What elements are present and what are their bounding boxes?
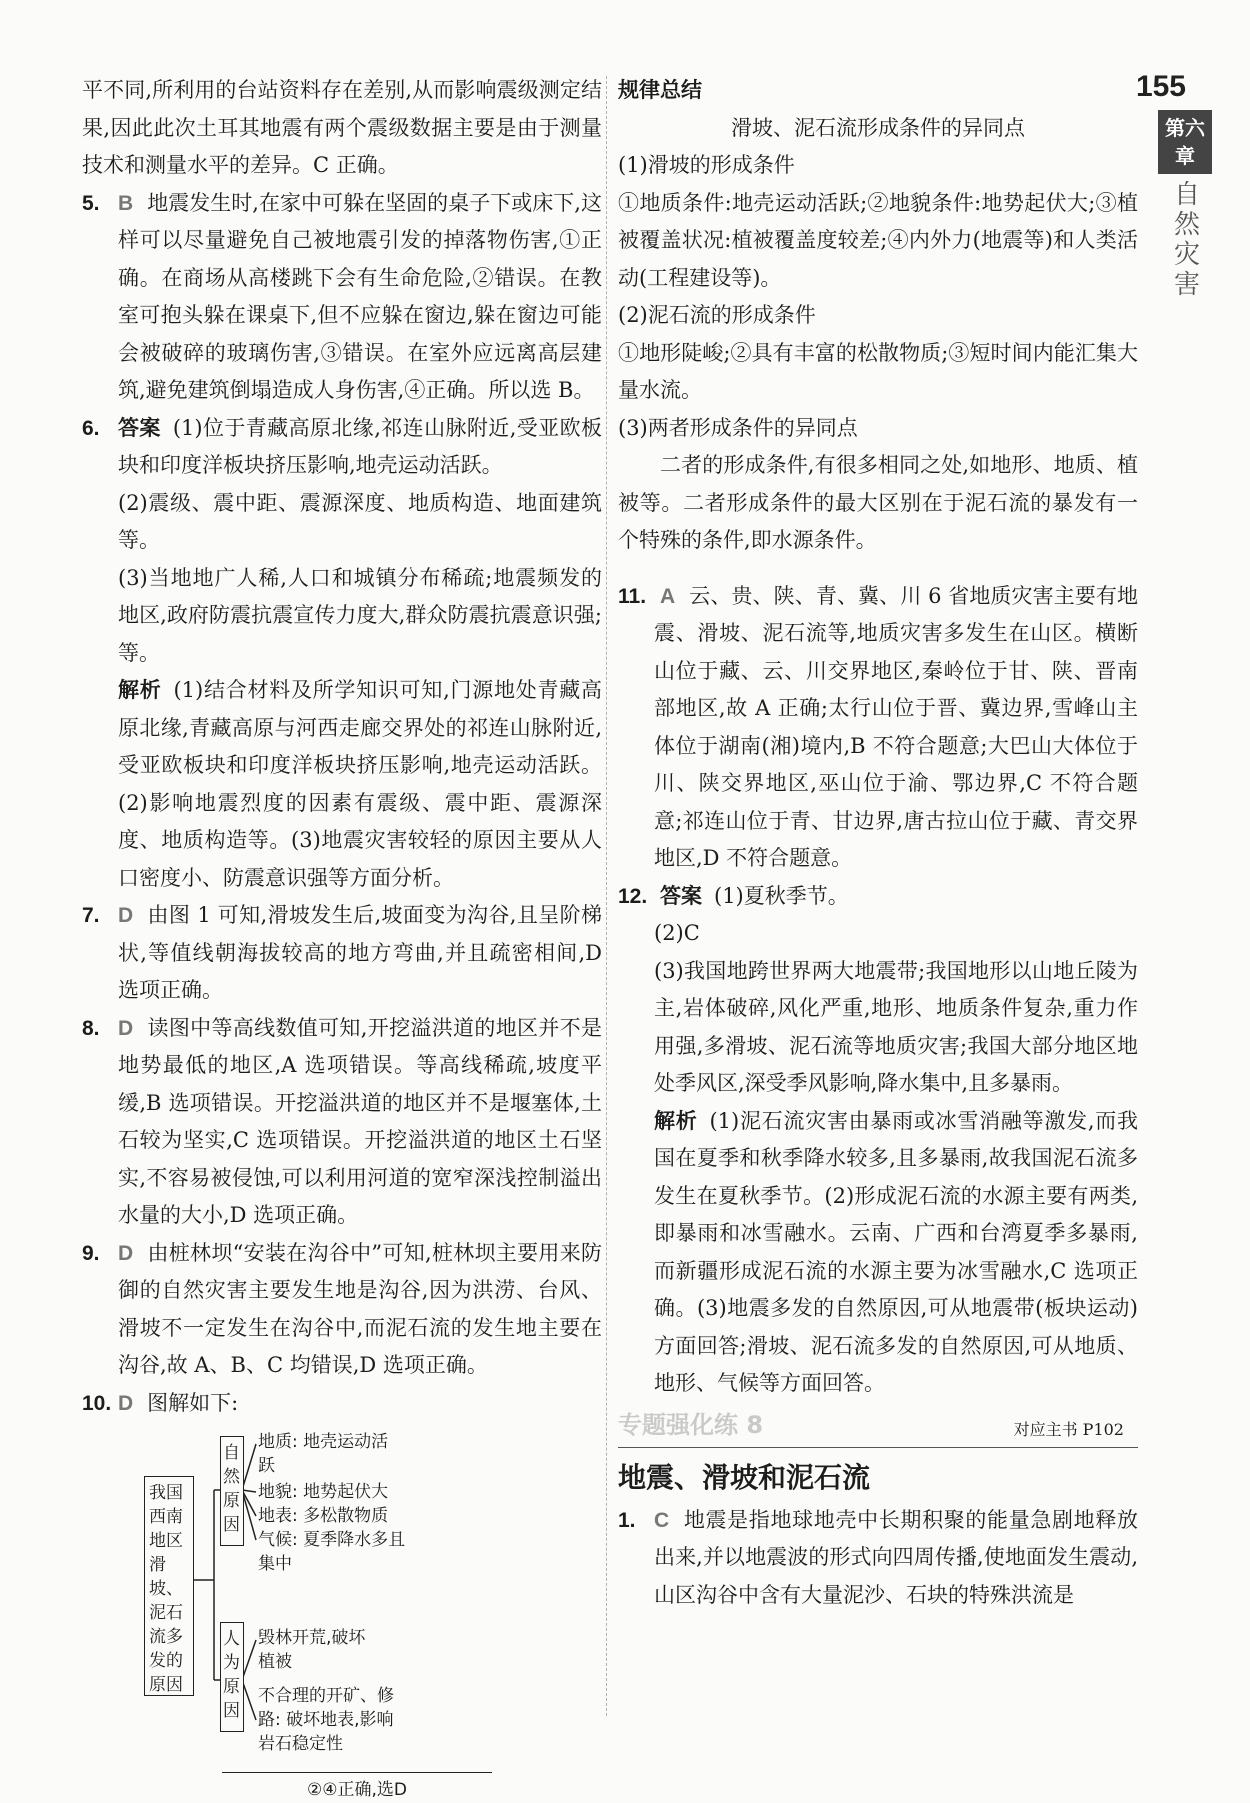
section-question-1	[618, 1502, 1138, 1615]
summary-heading: 规律总结	[618, 78, 702, 102]
answer-part-2: (2)震级、震中距、震源深度、地质构造、地面建筑等。	[118, 490, 602, 552]
explanation-text: 图解如下:	[147, 1390, 239, 1415]
natural-surface: 地表: 多松散物质	[258, 1506, 389, 1526]
answer-letter: D	[118, 1241, 134, 1265]
question-number: 10.	[82, 1391, 112, 1415]
summary-1-body: ①地质条件:地壳运动活跃;②地貌条件:地势起伏大;③植被覆盖状况:植被覆盖度较差;④内外力(地震等)和人类活动(工程建设等)。	[618, 190, 1138, 290]
summary-title: 滑坡、泥石流形成条件的异同点	[731, 115, 1025, 140]
answer-part-1: (1)夏秋季节。	[714, 883, 849, 908]
question-6	[82, 410, 602, 898]
summary-2-heading: (2)泥石流的形成条件	[618, 303, 816, 327]
question-7	[82, 897, 602, 1010]
explanation-text: 地震是指地球地壳中长期积聚的能量急剧地释放出来,并以地震波的形式向四周传播,使地面发生震动,山区沟谷中含有大量泥沙、石块的特殊洪流是	[654, 1507, 1138, 1607]
answer-part-2: (2)C	[654, 921, 700, 945]
main-cause-text: 我国西南地区滑坡、泥石流多发的原因	[149, 1483, 183, 1695]
human-deforestation: 毁林开荒,破坏植被	[258, 1628, 366, 1672]
answer-part-3: (3)当地地广人稀,人口和城镇分布稀疏;地震频发的地区,政府防震抗震宣传力度大,群众防震抗震意识强;等。	[118, 565, 602, 665]
answer-letter: D	[118, 904, 134, 927]
question-number: 5.	[82, 191, 100, 215]
chapter-subtitle: 自然灾害	[1173, 180, 1200, 300]
answer-tag: 答案	[118, 415, 161, 440]
explanation-text: 由桩林坝“安装在沟谷中”可知,桩林坝主要用来防御的自然灾害主要发生地是沟谷,因为洪涝、台风、滑坡不一定发生在沟谷中,而泥石流的发生地主要在沟谷,故 A、B、C 均错误,D 选项正确。	[118, 1240, 602, 1377]
explanation-text: 由图 1 可知,滑坡发生后,坡面变为沟谷,且呈阶梯状,等值线朝海拔较高的地方弯曲,并且疏密相间,D 选项正确。	[118, 903, 602, 1002]
analysis-tag: 解析	[654, 1108, 698, 1133]
question-10	[82, 1385, 602, 1423]
section-strip	[618, 1407, 1138, 1448]
question-number: 9.	[82, 1241, 100, 1265]
human-cause-box	[220, 1622, 244, 1732]
left-column	[82, 72, 602, 1803]
analysis-text: (1)结合材料及所学知识可知,门源地处青藏高原北缘,青藏高原与河西走廊交界处的祁连山脉附近,受亚欧板块和印度洋板块挤压影响,地壳运动活跃。(2)影响地震烈度的因素有震级、震中距、震源深度、地质构造等。(3)地震灾害较轻的原因主要从人口密度小、防震意识强等方面分析。	[118, 678, 602, 890]
question-number: 1.	[618, 1508, 636, 1532]
question-number: 11.	[618, 584, 647, 608]
question-12	[618, 878, 1138, 1403]
answer-part-1: (1)位于青藏高原北缘,祁连山脉附近,受亚欧板块和印度洋板块挤压影响,地壳运动活跃。	[118, 415, 602, 477]
question-11	[618, 578, 1138, 878]
summary-1-heading: (1)滑坡的形成条件	[618, 153, 795, 177]
analysis-text: (1)泥石流灾害由暴雨或冰雪消融等激发,而我国在夏季和秋季降水较多,且多暴雨,故我国泥石流多发生在夏秋季节。(2)形成泥石流的水源主要有两类,即暴雨和冰雪融水。云南、广西和台湾夏季多暴雨,而新疆形成泥石流的水源主要为冰雪融水,C 选项正确。(3)地震多发的自然原因,可从地震带(板块运动)方面回答;滑坡、泥石流多发的自然原因,可从地质、地形、气候等方面回答。	[654, 1108, 1138, 1395]
diagram-caption: ②④正确,选D	[222, 1772, 492, 1803]
chapter-tab: 第六章	[1158, 110, 1212, 174]
section-strip-title: 专题强化练 8	[618, 1410, 764, 1439]
summary-3-heading: (3)两者形成条件的异同点	[618, 415, 858, 440]
main-cause-box	[144, 1476, 194, 1696]
natural-cause-text: 自然原因	[223, 1443, 240, 1535]
paragraph-continued: 平不同,所利用的台站资料存在差别,从而影响震级测定结果,因此此次土耳其地震有两个震级数据主要是由于测量技术和测量水平的差异。C 正确。	[82, 78, 602, 177]
question-8	[82, 1010, 602, 1235]
answer-letter: B	[118, 191, 134, 215]
human-mining: 不合理的开矿、修路: 破坏地表,影响岩石稳定性	[258, 1686, 394, 1754]
human-cause-text: 人为原因	[223, 1629, 240, 1721]
summary-2-body: ①地形陡峻;②具有丰富的松散物质;③短时间内能汇集大量水流。	[618, 340, 1138, 402]
question-number: 12.	[618, 884, 648, 908]
natural-climate: 气候: 夏季降水多且集中	[258, 1530, 406, 1574]
explanation-text: 读图中等高线数值可知,开挖溢洪道的地区并不是地势最低的地区,A 选项错误。等高线稀疏,坡度平缓,B 选项错误。开挖溢洪道的地区并不是堰塞体,土石较为坚实,C 选项错误。开挖溢洪道的地区土石坚实,不容易被侵蚀,可以利用河道的宽窄深浅控制溢出水量的大小,D 选项正确。	[118, 1015, 602, 1227]
explanation-text: 云、贵、陕、青、冀、川 6 省地质灾害主要有地震、滑坡、泥石流等,地质灾害多发生在山区。横断山位于藏、云、川交界地区,秦岭位于甘、陕、晋南部地区,故 A 正确;太行山位于晋、冀边界,雪峰山主体位于湖南(湘)境内,B 不符合题意;大巴山大体位于川、陕交界地区,巫山位于渝、鄂边界,C 不符合题意;祁连山位于青、甘边界,唐古拉山位于藏、青交界地区,D 不符合题意。	[654, 583, 1138, 870]
question-5	[82, 185, 602, 410]
answer-letter: C	[654, 1508, 670, 1532]
explanation-text: 地震发生时,在家中可躲在坚固的桌子下或床下,这样可以尽量避免自己被地震引发的掉落物伤害,①正确。在商场从高楼跳下会有生命危险,②错误。在教室可抱头躲在课桌下,但不应躲在窗边,躲在窗边可能会被破碎的玻璃伤害,③错误。在室外应远离高层建筑,避免建筑倒塌造成人身伤害,④正确。所以选 B。	[118, 190, 602, 402]
answer-letter: A	[660, 584, 676, 608]
question-number: 7.	[82, 904, 100, 927]
right-column	[618, 72, 1138, 1614]
natural-geology: 地质: 地壳运动活跃	[258, 1432, 389, 1476]
question-number: 8.	[82, 1016, 100, 1040]
natural-cause-box	[220, 1436, 244, 1546]
natural-landform: 地貌: 地势起伏大	[258, 1482, 389, 1502]
answer-tag: 答案	[660, 883, 702, 908]
analysis-tag: 解析	[118, 678, 162, 702]
answer-letter: D	[118, 1391, 134, 1415]
column-divider	[606, 76, 607, 1716]
answer-part-3: (3)我国地跨世界两大地震带;我国地形以山地丘陵为主,岩体破碎,风化严重,地形、地质条件复杂,重力作用强,多滑坡、泥石流等地质灾害;我国大部分地区地处季风区,深受季风影响,降水集中,且多暴雨。	[654, 958, 1138, 1095]
section-strip-reference: 对应主书 P102	[1013, 1419, 1124, 1439]
question-9	[82, 1235, 602, 1385]
question-number: 6.	[82, 416, 100, 440]
section-title: 地震、滑坡和泥石流	[618, 1460, 871, 1494]
answer-letter: D	[118, 1016, 134, 1040]
page-number: 155	[1135, 70, 1186, 103]
causes-diagram	[144, 1430, 504, 1766]
summary-3-body: 二者的形成条件,有很多相同之处,如地形、地质、植被等。二者形成条件的最大区别在于泥石流的暴发有一个特殊的条件,即水源条件。	[618, 453, 1138, 552]
